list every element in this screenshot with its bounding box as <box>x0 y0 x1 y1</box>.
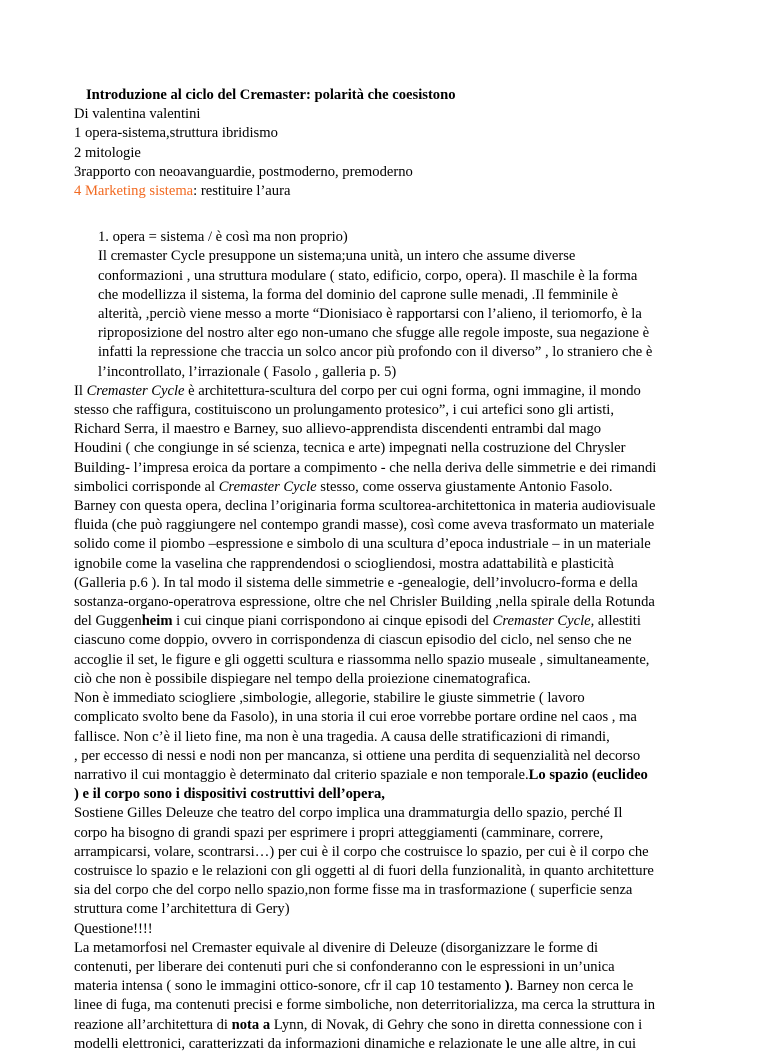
paragraph-2-line: Barney con questa opera, declina l’originaria forma scultorea-architettonica in materia audiovisuale <box>74 498 656 515</box>
paragraph-2 <box>74 382 734 689</box>
paragraph-3-line: Non è immediato sciogliere ,simbologie, allegorie, stabilire le giuste simmetrie ( lavoro <box>74 690 585 707</box>
paragraph-4-line: arrampicarsi, volare, scontrarsi…) per cui è il corpo che costruisce lo spazio, per cui è il corpo che <box>74 843 649 860</box>
italic-title: Cremaster Cycle, <box>492 613 595 630</box>
bold-run: ) e il corpo sono i dispositivi costruttivi dell’opera, <box>74 786 385 803</box>
paragraph-2-line: ignobile come la vaselina che rapprendendosi o sciogliendosi, mostra adattabilità e plasticità <box>74 555 614 572</box>
outline-item-4 <box>74 182 734 201</box>
paragraph-3-line: fallisce. Non c’è il lieto fine, ma non è una tragedia. A causa delle stratificazioni di rimandi, <box>74 728 610 745</box>
paragraph-2-line: Houdini ( che congiunge in sé scienza, tecnica e arte) impegnati nella costruzione del Chrysler <box>74 440 626 457</box>
text-run: stesso, come osserva giustamente Antonio Fasolo. <box>316 478 613 495</box>
text-run: reazione all’architettura di <box>74 1016 232 1033</box>
document-title: Introduzione al ciclo del Cremaster: polarità che coesistono <box>86 87 456 103</box>
paragraph-5-line: La metamorfosi nel Cremaster equivale al divenire di Deleuze (disorganizzare le forme di <box>74 939 599 956</box>
outline-item-4-rest: : restituire l’aura <box>193 183 291 200</box>
paragraph-2-line: ciò che non è possibile dispiegare nel tempo della proiezione cinematografica. <box>74 670 531 687</box>
outline-item-4-highlight: 4 Marketing sistema <box>74 183 194 200</box>
text-run: allestiti <box>594 613 641 630</box>
outline-item-1: 1 opera-sistema,struttura ibridismo <box>74 125 278 142</box>
paragraph-3 <box>74 689 734 804</box>
paragraph-3-line <box>74 766 734 785</box>
paragraph-1-line: che modellizza il sistema, la forma del dominio del caprone sulle menadi, .Il femminile è <box>98 286 618 303</box>
paragraph-5-line <box>74 977 734 996</box>
spacer <box>74 220 734 228</box>
paragraph-4-line: sia del corpo che del corpo nello spazio,non forme fisse ma in trasformazione ( superficie senza <box>74 882 633 899</box>
paragraph-4-line: struttura come l’architettura di Gery) <box>74 901 290 918</box>
bold-run: ) <box>504 978 510 995</box>
author-line: Di valentina valentini <box>74 106 201 123</box>
bold-run: Lo spazio (euclideo <box>528 766 648 783</box>
paragraph-1-line: alterità, ,perciò viene messo a morte “Dionisiaco è rapportarsi con l’alieno, il teriomorfo, è la <box>98 306 642 323</box>
text-run: Lynn, di Novak, di Gehry che sono in diretta connessione con i <box>270 1016 643 1033</box>
paragraph-2-line: stesso che raffigura, costituiscono un prolungamento protesico”, i cui artefici sono gli artisti, <box>74 402 614 419</box>
blank-line <box>74 201 734 220</box>
numbered-list-item-1: 1. opera = sistema / è così ma non proprio) <box>98 229 348 246</box>
text-run: Il <box>74 382 87 399</box>
paragraph-2-line: Building- l’impresa eroica da portare a compimento - che nella deriva delle simmetrie e dei rimandi <box>74 459 657 476</box>
text-run: simbolici corrisponde al <box>74 478 219 495</box>
paragraph-5-line: modelli elettronici, caratterizzati da informazioni dinamiche e relazionate le une alle altre, in cui <box>74 1035 636 1052</box>
paragraph-2-line <box>74 382 734 401</box>
paragraph-5-line: linee di fuga, ma contenuti precisi e forme simboliche, non deterritorializza, ma cerca la struttura in <box>74 997 656 1014</box>
paragraph-2-line: ciascuno come doppio, ovvero in corrispondenza di ciascun episodio del ciclo, nel senso che ne <box>74 632 632 649</box>
paragraph-3-line <box>74 785 734 804</box>
paragraph-2-line: solido come il piombo –espressione e simbolo di una scultura d’epoca industriale – in un materiale <box>74 536 651 553</box>
paragraph-5-line <box>74 1016 734 1035</box>
paragraph-4 <box>74 804 734 938</box>
paragraph-2-line: fluida (che può raggiungere nel contempo grandi masse), così come aveva trasformato un materiale <box>74 517 655 534</box>
paragraph-5-line: contenuti, per liberare dei contenuti puri che si confonderanno con le espressioni in un’unica <box>74 958 615 975</box>
paragraph-2-line <box>74 478 734 497</box>
paragraph-1 <box>74 247 734 381</box>
paragraph-4-line: Questione!!!! <box>74 920 153 937</box>
paragraph-1-line: Il cremaster Cycle presuppone un sistema;una unità, un intero che assume diverse <box>98 248 576 265</box>
text-run: del Guggen <box>74 613 142 630</box>
paragraph-2-line: Richard Serra, il maestro e Barney, suo allievo-apprendista discendenti entrambi dal mago <box>74 421 602 438</box>
paragraph-1-line: infatti la repressione che traccia un solco ancor più profondo con il diverso” , lo straniero che è <box>98 344 653 361</box>
italic-title: Cremaster Cycle <box>218 478 317 495</box>
paragraph-2-line: accoglie il set, le figure e gli oggetti scultura e riassomma nello spazio museale , simultaneamente, <box>74 651 650 668</box>
paragraph-1-line: conformazioni , una struttura modulare ( stato, edificio, corpo, opera). Il maschile è la forma <box>98 267 638 284</box>
italic-title: Cremaster Cycle <box>86 382 185 399</box>
paragraph-4-line: corpo ha bisogno di grandi spazi per esprimere i propri atteggiamenti (camminare, correre, <box>74 824 604 841</box>
paragraph-1-line: riproposizione del nostro alter ego non-umano che sfugge alle regole imposte, sua negazione è <box>98 325 650 342</box>
paragraph-2-line <box>74 612 734 631</box>
text-run: è architettura-scultura del corpo per cui ogni forma, ogni immagine, il mondo <box>184 382 641 399</box>
bold-run: nota a <box>231 1016 271 1033</box>
text-run: . Barney non cerca le <box>509 978 634 995</box>
paragraph-4-line: Sostiene Gilles Deleuze che teatro del corpo implica una drammaturgia dello spazio, perché Il <box>74 805 623 822</box>
paragraph-5 <box>74 939 734 1054</box>
document-page <box>74 86 734 1054</box>
text-run: i cui cinque piani corrispondono ai cinque episodi del <box>172 613 493 630</box>
paragraph-3-line: , per eccesso di nessi e nodi non per mancanza, si ottiene una perdita di sequenzialità nel decorso <box>74 747 641 764</box>
paragraph-4-line: costruisce lo spazio e le relazioni con gli oggetti al di fuori della funzionalità, in quanto architetture <box>74 862 654 879</box>
paragraph-3-line: complicato svolto bene da Fasolo), in una storia il cui eroe vorrebbe portare ordine nel caos , ma <box>74 709 637 726</box>
paragraph-1-line: l’incontrollato, l’irrazionale ( Fasolo , galleria p. 5) <box>98 363 397 380</box>
paragraph-2-line: sostanza-organo-operatrova espressione, oltre che nel Chrisler Building ,nella spirale della Rotunda <box>74 594 655 611</box>
text-run: narrativo il cui montaggio è determinato dal criterio spaziale e non temporale. <box>74 766 529 783</box>
outline-item-3: 3rapporto con neoavanguardie, postmoderno, premoderno <box>74 163 413 180</box>
paragraph-2-line: (Galleria p.6 ). In tal modo il sistema delle simmetrie e -genealogie, dell’involucro-forma e della <box>74 574 638 591</box>
text-run: materia intensa ( sono le immagini ottico-sonore, cfr il cap 10 testamento <box>74 978 505 995</box>
bold-run: heim <box>141 613 173 630</box>
outline-item-2: 2 mitologie <box>74 144 141 161</box>
